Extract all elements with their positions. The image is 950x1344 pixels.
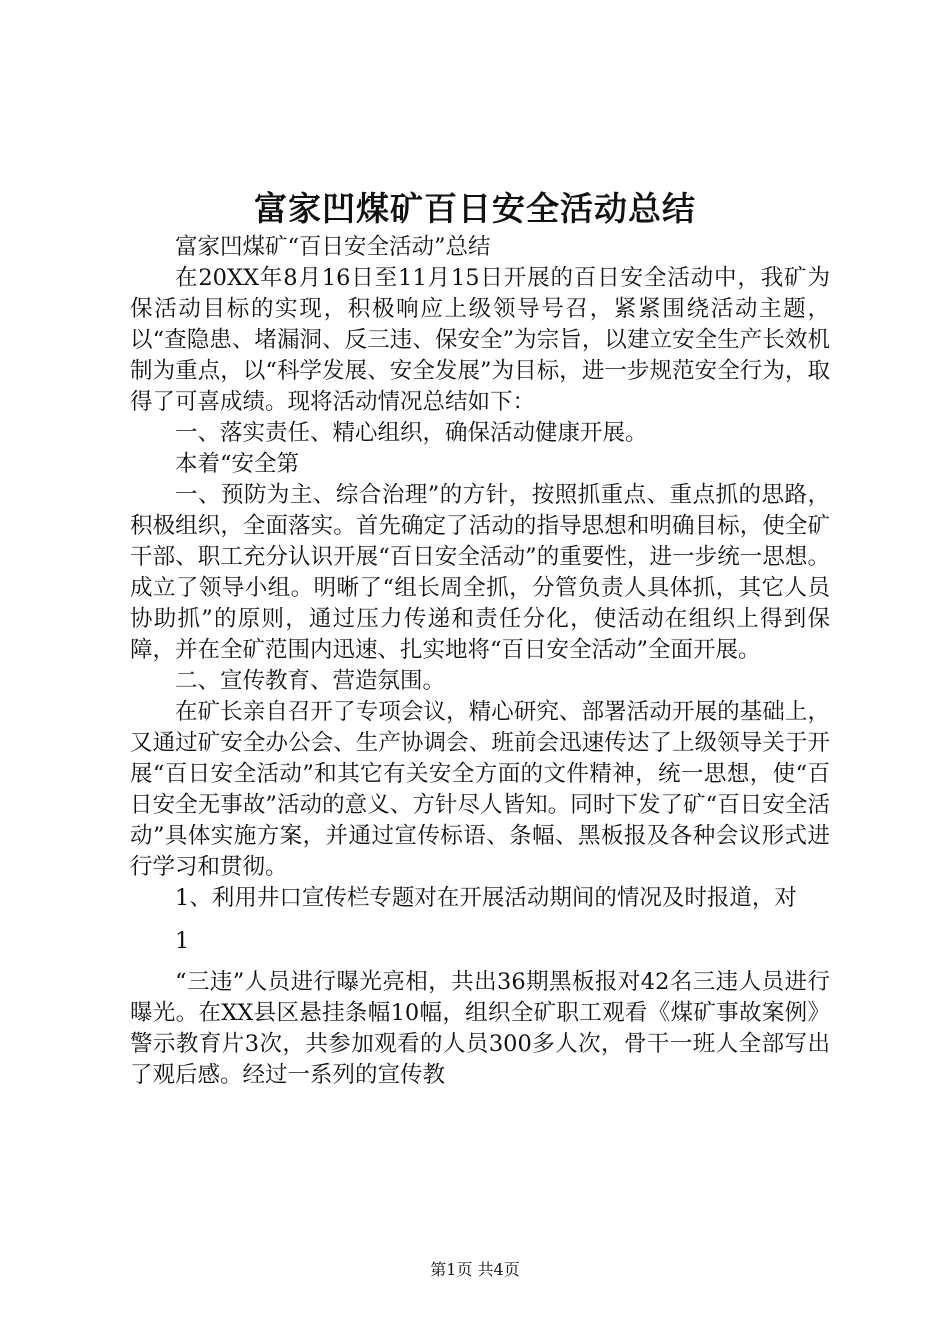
document-body xyxy=(130,232,830,1091)
paragraph-subtitle: 富家凹煤矿“百日安全活动”总结 xyxy=(175,234,491,260)
paragraph-publicity: 在矿长亲自召开了专项会议，精心研究、部署活动开展的基础上，又通过矿安全办公会、生产协调会、班前会迅速传达了上级领导关于开展“百日安全活动”和其它有关安全方面的文件精神，统一思想，使“百日安全无事故”活动的意义、方针尽人皆知。同时下发了矿“百日安全活动”具体实施方案，并通过宣传标语、条幅、黑板报及各种会议形式进行学习和贯彻。 xyxy=(130,699,830,880)
page-footer: 第1页 共4页 xyxy=(430,1260,520,1279)
document-title: 富家凹煤矿百日安全活动总结 xyxy=(254,189,696,228)
paragraph-intro: 在20XX年8月16日至11月15日开展的百日安全活动中，我矿为保活动目标的实现，积极响应上级领导号召，紧紧围绕活动主题，以“查隐患、堵漏洞、反三违、保安全”为宗旨，以建立安全生产长效机制为重点，以“科学发展、安全发展”为目标，进一步规范安全行为，取得了可喜成绩。现将活动情况总结如下： xyxy=(130,265,830,415)
paragraph-continuation: “三违”人员进行曝光亮相，共出36期黑板报对42名三违人员进行曝光。在XX县区悬挂条幅10幅，组织全矿职工观看《煤矿事故案例》警示教育片3次，共参加观看的人员300多人次，骨干一班人全部写出了观后感。经过一系列的宣传教 xyxy=(130,969,830,1088)
inline-page-number: 1 xyxy=(175,928,190,954)
section-heading-1: 一、落实责任、精心组织，确保活动健康开展。 xyxy=(175,420,648,446)
paragraph-principle-start: 本着“安全第 xyxy=(175,451,300,477)
paragraph-item-1: 1、利用井口宣传栏专题对在开展活动期间的情况及时报道，对 xyxy=(175,885,797,911)
paragraph-principle: 一、预防为主、综合治理”的方针，按照抓重点、重点抓的思路，积极组织，全面落实。首先确定了活动的指导思想和明确目标，使全矿干部、职工充分认识开展“百日安全活动”的重要性，进一步统一思想。成立了领导小组。明晰了“组长周全抓，分管负责人具体抓，其它人员协助抓”的原则，通过压力传递和责任分化，使活动在组织上得到保障，并在全矿范围内迅速、扎实地将“百日安全活动”全面开展。 xyxy=(130,482,830,663)
section-heading-2: 二、宣传教育、营造氛围。 xyxy=(175,668,446,694)
